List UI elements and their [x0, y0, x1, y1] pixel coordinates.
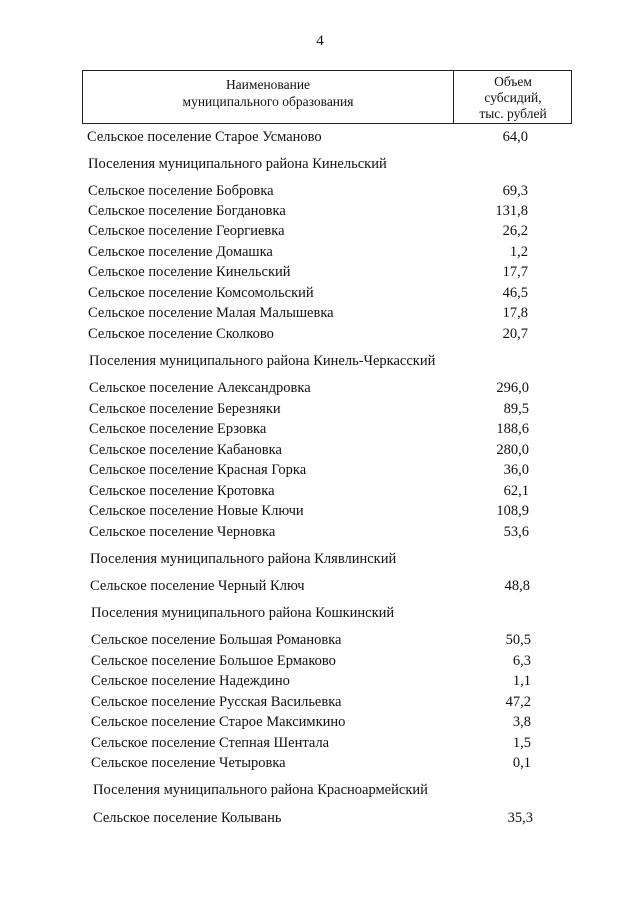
subsidy-value: 280,0 — [496, 442, 529, 458]
table-row — [0, 808, 640, 828]
subsidy-value: 0,1 — [512, 755, 531, 771]
subsidy-value: 36,0 — [503, 462, 529, 478]
header-volume-line1: Объем — [494, 74, 532, 89]
table-row — [0, 303, 640, 323]
subsidy-value: 47,2 — [505, 694, 531, 710]
table-row — [0, 671, 640, 691]
district-name: Поселения муниципального района Кинельский — [88, 156, 387, 172]
table-row — [0, 712, 640, 732]
settlement-name: Сельское поселение Березняки — [89, 401, 281, 417]
subsidy-value: 64,0 — [502, 129, 528, 145]
settlement-name: Сельское поселение Домашка — [88, 244, 273, 260]
district-name: Поселения муниципального района Кинель-Черкасский — [89, 353, 436, 369]
header-name-column — [83, 76, 453, 110]
settlement-name: Сельское поселение Александровка — [89, 380, 311, 396]
table-row — [0, 692, 640, 712]
settlement-name: Сельское поселение Комсомольский — [88, 285, 314, 301]
subsidy-value: 50,5 — [505, 632, 531, 648]
settlement-name: Сельское поселение Богдановка — [88, 203, 286, 219]
table-header — [82, 70, 572, 124]
table-row — [0, 283, 640, 303]
table-row — [0, 733, 640, 753]
settlement-name: Сельское поселение Черный Ключ — [90, 578, 305, 594]
settlement-name: Сельское поселение Малая Малышевка — [88, 305, 334, 321]
settlement-name: Сельское поселение Колывань — [93, 810, 282, 826]
table-row — [0, 481, 640, 501]
subsidy-value: 1,2 — [509, 244, 528, 260]
settlement-name: Сельское поселение Черновка — [89, 524, 276, 540]
settlement-name: Сельское поселение Ерзовка — [89, 421, 267, 437]
table-row — [0, 651, 640, 671]
subsidy-value: 89,5 — [503, 401, 529, 417]
subsidy-value: 20,7 — [502, 326, 528, 342]
header-name-line2: муниципального образования — [182, 94, 354, 109]
header-name-line1: Наименование — [225, 77, 311, 92]
settlement-name: Сельское поселение Кротовка — [89, 483, 275, 499]
subsidy-value: 46,5 — [502, 285, 528, 301]
settlement-name: Сельское поселение Георгиевка — [88, 223, 285, 239]
subsidy-value: 1,5 — [512, 735, 531, 751]
settlement-name: Сельское поселение Кабановка — [89, 442, 282, 458]
subsidy-value: 35,3 — [507, 810, 533, 826]
subsidy-value: 296,0 — [496, 380, 529, 396]
table-row — [0, 242, 640, 262]
table-row — [0, 753, 640, 773]
settlement-name: Сельское поселение Степная Шентала — [91, 735, 330, 751]
subsidy-value: 69,3 — [502, 183, 528, 199]
district-heading — [0, 780, 640, 800]
settlement-name: Сельское поселение Кинельский — [88, 264, 291, 280]
subsidy-value: 188,6 — [496, 421, 529, 437]
header-volume-column — [454, 74, 572, 122]
settlement-name: Сельское поселение Старое Максимкино — [91, 714, 346, 730]
table-row — [0, 378, 640, 398]
district-name: Поселения муниципального района Кошкинский — [91, 605, 395, 621]
table-row — [0, 221, 640, 241]
district-heading — [0, 549, 640, 569]
header-volume-line2: субсидий, — [484, 90, 542, 105]
settlement-name: Сельское поселение Русская Васильевка — [91, 694, 342, 710]
district-heading — [0, 154, 640, 174]
settlement-name: Сельское поселение Большое Ермаково — [91, 653, 336, 669]
header-volume-line3: тыс. рублей — [479, 106, 547, 121]
district-heading — [0, 351, 640, 371]
table-row — [0, 522, 640, 542]
table-row — [0, 630, 640, 650]
subsidy-value: 6,3 — [512, 653, 531, 669]
settlement-name: Сельское поселение Сколково — [88, 326, 274, 342]
settlement-name: Сельское поселение Бобровка — [88, 183, 274, 199]
district-heading — [0, 603, 640, 623]
table-row — [0, 127, 640, 147]
district-name: Поселения муниципального района Клявлинский — [90, 551, 397, 567]
table-row — [0, 440, 640, 460]
subsidy-value: 17,8 — [502, 305, 528, 321]
table-row — [0, 576, 640, 596]
subsidy-value: 1,1 — [512, 673, 531, 689]
subsidy-value: 26,2 — [502, 223, 528, 239]
subsidy-value: 17,7 — [502, 264, 528, 280]
district-name: Поселения муниципального района Красноармейский — [93, 782, 428, 798]
table-row — [0, 399, 640, 419]
table-row — [0, 201, 640, 221]
subsidy-value: 108,9 — [496, 503, 529, 519]
settlement-name: Сельское поселение Новые Ключи — [89, 503, 304, 519]
settlement-name: Сельское поселение Большая Романовка — [91, 632, 342, 648]
table-row — [0, 501, 640, 521]
settlement-name: Сельское поселение Старое Усманово — [87, 129, 322, 145]
subsidy-value: 48,8 — [504, 578, 530, 594]
page-number: 4 — [316, 33, 324, 49]
subsidy-value: 53,6 — [503, 524, 529, 540]
table-row — [0, 460, 640, 480]
subsidy-value: 3,8 — [512, 714, 531, 730]
settlement-name: Сельское поселение Красная Горка — [89, 462, 307, 478]
settlement-name: Сельское поселение Четыровка — [91, 755, 286, 771]
table-row — [0, 262, 640, 282]
settlement-name: Сельское поселение Надеждино — [91, 673, 290, 689]
table-row — [0, 419, 640, 439]
subsidy-value: 131,8 — [495, 203, 528, 219]
subsidy-value: 62,1 — [503, 483, 529, 499]
table-row — [0, 181, 640, 201]
table-row — [0, 324, 640, 344]
